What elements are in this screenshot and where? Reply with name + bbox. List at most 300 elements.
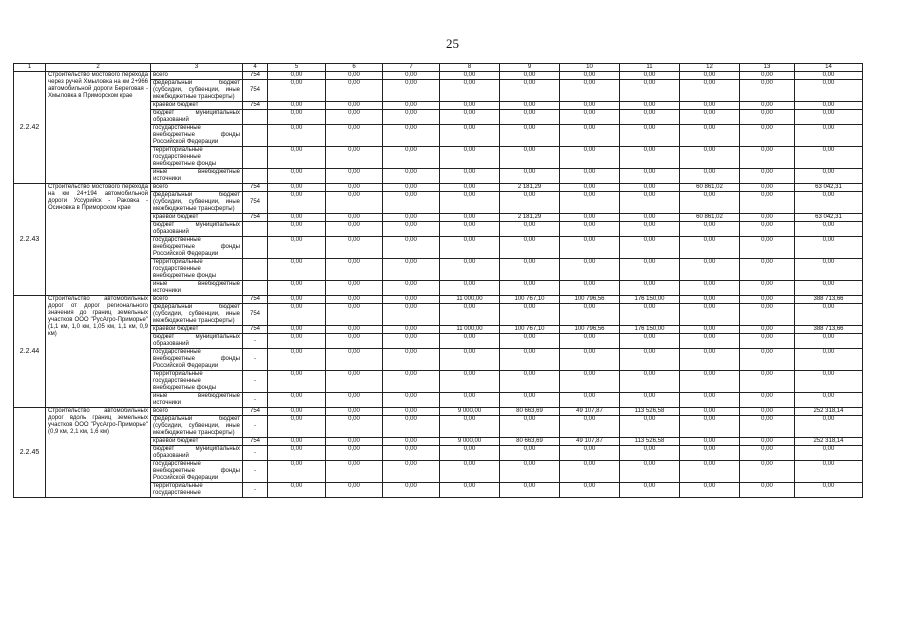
table-row: [14, 296, 863, 304]
amount-cell: 0,00: [740, 334, 795, 349]
amount-cell: 63 042,31: [795, 214, 863, 222]
amount-cell: 0,00: [268, 214, 326, 222]
amount-cell: 0,00: [560, 192, 620, 214]
amount-cell: 0,00: [795, 222, 863, 237]
amount-cell: 100 796,56: [560, 326, 620, 334]
funding-source: всего: [151, 72, 243, 80]
item-description: Строительство мостового перехода через ручей Хмыловка на км 2+966 автомобильной дороги Береговая - Хмыловка в Приморском крае: [46, 72, 151, 184]
amount-cell: 0,00: [740, 349, 795, 371]
amount-cell: 0,00: [383, 416, 440, 438]
amount-cell: 0,00: [680, 326, 740, 334]
page-number: 25: [446, 36, 459, 51]
amount-cell: 11 000,00: [440, 296, 500, 304]
amount-cell: 0,00: [560, 393, 620, 408]
amount-cell: 0,00: [560, 259, 620, 281]
amount-cell: 0,00: [326, 110, 383, 125]
amount-cell: 0,00: [795, 72, 863, 80]
budget-code: 754: [243, 326, 268, 334]
budget-code: -: [243, 334, 268, 349]
funding-source: территориальные государственные: [151, 483, 243, 498]
amount-cell: 0,00: [326, 408, 383, 416]
amount-cell: 0,00: [620, 393, 680, 408]
amount-cell: 0,00: [326, 259, 383, 281]
amount-cell: 176 150,00: [620, 296, 680, 304]
amount-cell: 0,00: [500, 147, 560, 169]
table-row: [14, 72, 863, 80]
amount-cell: 0,00: [680, 334, 740, 349]
amount-cell: 0,00: [326, 237, 383, 259]
amount-cell: 0,00: [500, 125, 560, 147]
amount-cell: 252 318,14: [795, 408, 863, 416]
amount-cell: 0,00: [500, 446, 560, 461]
amount-cell: 0,00: [268, 281, 326, 296]
amount-cell: 0,00: [268, 446, 326, 461]
amount-cell: 0,00: [440, 192, 500, 214]
amount-cell: 0,00: [795, 483, 863, 498]
item-code: 2.2.45: [14, 408, 46, 498]
amount-cell: 0,00: [326, 184, 383, 192]
amount-cell: 0,00: [383, 461, 440, 483]
funding-source: бюджет муниципальных образований: [151, 222, 243, 237]
amount-cell: 0,00: [440, 371, 500, 393]
amount-cell: 0,00: [440, 416, 500, 438]
amount-cell: 0,00: [500, 334, 560, 349]
budget-code: 754: [243, 72, 268, 80]
amount-cell: 0,00: [268, 72, 326, 80]
amount-cell: 0,00: [383, 446, 440, 461]
amount-cell: 0,00: [560, 102, 620, 110]
amount-cell: 0,00: [680, 222, 740, 237]
amount-cell: 0,00: [500, 110, 560, 125]
amount-cell: 0,00: [620, 281, 680, 296]
amount-cell: 0,00: [383, 110, 440, 125]
amount-cell: 0,00: [383, 326, 440, 334]
budget-code: [243, 110, 268, 125]
amount-cell: 0,00: [620, 72, 680, 80]
amount-cell: 0,00: [440, 483, 500, 498]
amount-cell: 0,00: [268, 102, 326, 110]
amount-cell: 0,00: [326, 304, 383, 326]
amount-cell: 0,00: [326, 169, 383, 184]
amount-cell: 0,00: [795, 393, 863, 408]
amount-cell: 0,00: [560, 416, 620, 438]
amount-cell: 0,00: [383, 184, 440, 192]
amount-cell: 0,00: [326, 438, 383, 446]
column-number-header: 12: [680, 64, 740, 72]
amount-cell: 0,00: [326, 393, 383, 408]
amount-cell: 388 713,66: [795, 326, 863, 334]
amount-cell: 0,00: [795, 125, 863, 147]
budget-code: -: [243, 446, 268, 461]
column-number-header: 4: [243, 64, 268, 72]
funding-source: всего: [151, 408, 243, 416]
column-number-header: 6: [326, 64, 383, 72]
amount-cell: 0,00: [740, 110, 795, 125]
amount-cell: 0,00: [740, 237, 795, 259]
amount-cell: 0,00: [620, 371, 680, 393]
amount-cell: 0,00: [680, 80, 740, 102]
amount-cell: 0,00: [560, 214, 620, 222]
budget-code: -: [243, 393, 268, 408]
column-number-header: 1: [14, 64, 46, 72]
amount-cell: 0,00: [326, 222, 383, 237]
amount-cell: 0,00: [560, 110, 620, 125]
amount-cell: 0,00: [440, 102, 500, 110]
amount-cell: 0,00: [326, 192, 383, 214]
amount-cell: 0,00: [740, 296, 795, 304]
budget-code: -: [243, 349, 268, 371]
amount-cell: 0,00: [268, 416, 326, 438]
amount-cell: 0,00: [680, 349, 740, 371]
amount-cell: 0,00: [680, 296, 740, 304]
amount-cell: 0,00: [326, 102, 383, 110]
funding-source: иные внебюджетные источники: [151, 281, 243, 296]
funding-source: территориальные государственные внебюджетные фонды: [151, 259, 243, 281]
amount-cell: 9 000,00: [440, 438, 500, 446]
table-row: [14, 184, 863, 192]
amount-cell: 0,00: [795, 259, 863, 281]
column-number-header: 9: [500, 64, 560, 72]
funding-source: федеральный бюджет (субсидии, субвенции, иные межбюджетные трансферты): [151, 80, 243, 102]
amount-cell: 0,00: [680, 461, 740, 483]
column-number-header: 5: [268, 64, 326, 72]
amount-cell: 0,00: [440, 349, 500, 371]
funding-source: государственные внебюджетные фонды Российской Федерации: [151, 461, 243, 483]
amount-cell: 0,00: [500, 416, 560, 438]
funding-source: государственные внебюджетные фонды Российской Федерации: [151, 237, 243, 259]
amount-cell: 0,00: [268, 334, 326, 349]
amount-cell: 0,00: [560, 147, 620, 169]
amount-cell: 0,00: [500, 80, 560, 102]
funding-source: государственные внебюджетные фонды Российской Федерации: [151, 349, 243, 371]
amount-cell: 0,00: [383, 147, 440, 169]
amount-cell: 0,00: [680, 416, 740, 438]
amount-cell: 0,00: [560, 304, 620, 326]
amount-cell: 0,00: [620, 80, 680, 102]
amount-cell: 0,00: [268, 184, 326, 192]
amount-cell: 0,00: [680, 125, 740, 147]
amount-cell: 0,00: [326, 371, 383, 393]
funding-source: бюджет муниципальных образований: [151, 110, 243, 125]
amount-cell: 0,00: [740, 326, 795, 334]
funding-source: бюджет муниципальных образований: [151, 446, 243, 461]
amount-cell: 0,00: [620, 125, 680, 147]
amount-cell: 0,00: [268, 483, 326, 498]
amount-cell: 0,00: [620, 192, 680, 214]
budget-code: 754: [243, 192, 268, 214]
amount-cell: 0,00: [740, 304, 795, 326]
funding-source: территориальные государственные внебюджетные фонды: [151, 147, 243, 169]
amount-cell: 0,00: [740, 169, 795, 184]
amount-cell: 0,00: [326, 483, 383, 498]
amount-cell: 0,00: [560, 281, 620, 296]
amount-cell: 0,00: [680, 483, 740, 498]
amount-cell: 0,00: [500, 222, 560, 237]
amount-cell: 0,00: [500, 483, 560, 498]
amount-cell: 2 181,29: [500, 184, 560, 192]
item-code: 2.2.43: [14, 184, 46, 296]
amount-cell: 0,00: [383, 222, 440, 237]
amount-cell: 0,00: [620, 237, 680, 259]
amount-cell: 0,00: [620, 222, 680, 237]
amount-cell: 0,00: [268, 371, 326, 393]
amount-cell: 0,00: [620, 214, 680, 222]
amount-cell: 0,00: [440, 125, 500, 147]
amount-cell: 0,00: [680, 281, 740, 296]
amount-cell: 0,00: [326, 446, 383, 461]
amount-cell: 49 107,87: [560, 408, 620, 416]
funding-source: федеральный бюджет (субсидии, субвенции, иные межбюджетные трансферты): [151, 416, 243, 438]
amount-cell: 0,00: [383, 296, 440, 304]
amount-cell: 0,00: [500, 72, 560, 80]
amount-cell: 0,00: [740, 222, 795, 237]
amount-cell: 0,00: [740, 214, 795, 222]
amount-cell: 0,00: [440, 446, 500, 461]
amount-cell: 0,00: [440, 72, 500, 80]
amount-cell: 0,00: [680, 259, 740, 281]
amount-cell: 0,00: [740, 281, 795, 296]
amount-cell: 0,00: [440, 80, 500, 102]
amount-cell: 252 318,14: [795, 438, 863, 446]
amount-cell: 0,00: [440, 334, 500, 349]
amount-cell: 0,00: [268, 125, 326, 147]
amount-cell: 0,00: [440, 461, 500, 483]
budget-code: 754: [243, 102, 268, 110]
amount-cell: 0,00: [795, 110, 863, 125]
funding-source: государственные внебюджетные фонды Российской Федерации: [151, 125, 243, 147]
column-number-header: 13: [740, 64, 795, 72]
amount-cell: 0,00: [620, 110, 680, 125]
column-number-header: 8: [440, 64, 500, 72]
amount-cell: 113 526,58: [620, 408, 680, 416]
amount-cell: 0,00: [383, 334, 440, 349]
amount-cell: 0,00: [680, 147, 740, 169]
funding-source: всего: [151, 184, 243, 192]
amount-cell: 0,00: [795, 349, 863, 371]
amount-cell: 0,00: [383, 192, 440, 214]
amount-cell: 80 663,69: [500, 438, 560, 446]
amount-cell: 0,00: [795, 80, 863, 102]
funding-source: иные внебюджетные источники: [151, 169, 243, 184]
amount-cell: 0,00: [620, 184, 680, 192]
funding-source: иные внебюджетные источники: [151, 393, 243, 408]
amount-cell: 0,00: [560, 80, 620, 102]
amount-cell: 0,00: [440, 169, 500, 184]
budget-code: 754: [243, 438, 268, 446]
amount-cell: 0,00: [620, 102, 680, 110]
funding-source: федеральный бюджет (субсидии, субвенции, иные межбюджетные трансферты): [151, 304, 243, 326]
amount-cell: 388 713,66: [795, 296, 863, 304]
amount-cell: 0,00: [500, 349, 560, 371]
amount-cell: 0,00: [440, 259, 500, 281]
amount-cell: 0,00: [440, 393, 500, 408]
amount-cell: 0,00: [268, 147, 326, 169]
funding-source: краевой бюджет: [151, 214, 243, 222]
amount-cell: 0,00: [795, 446, 863, 461]
funding-source: федеральный бюджет (субсидии, субвенции, иные межбюджетные трансферты): [151, 192, 243, 214]
amount-cell: 0,00: [560, 169, 620, 184]
budget-code: -: [243, 461, 268, 483]
amount-cell: 0,00: [795, 237, 863, 259]
amount-cell: 113 526,58: [620, 438, 680, 446]
amount-cell: 0,00: [740, 446, 795, 461]
amount-cell: 0,00: [560, 125, 620, 147]
amount-cell: 0,00: [383, 281, 440, 296]
item-description: Строительство автомобильных дорог вдоль границ земельных участков ООО "РусАгро-Приморье" (0,9 км, 2,1 км, 1,6 км): [46, 408, 151, 498]
column-number-header: 3: [151, 64, 243, 72]
amount-cell: 0,00: [440, 304, 500, 326]
amount-cell: 0,00: [560, 334, 620, 349]
amount-cell: 0,00: [268, 222, 326, 237]
amount-cell: 0,00: [440, 281, 500, 296]
budget-code: [243, 147, 268, 169]
budget-table-container: [13, 63, 862, 498]
amount-cell: 100 767,10: [500, 326, 560, 334]
amount-cell: 0,00: [268, 110, 326, 125]
item-code: 2.2.44: [14, 296, 46, 408]
amount-cell: 0,00: [680, 446, 740, 461]
amount-cell: 0,00: [326, 80, 383, 102]
column-number-header: 11: [620, 64, 680, 72]
amount-cell: 0,00: [795, 281, 863, 296]
amount-cell: 0,00: [620, 304, 680, 326]
amount-cell: 0,00: [795, 304, 863, 326]
amount-cell: 0,00: [680, 102, 740, 110]
funding-source: бюджет муниципальных образований: [151, 334, 243, 349]
amount-cell: 0,00: [268, 80, 326, 102]
amount-cell: 0,00: [268, 169, 326, 184]
budget-code: -: [243, 416, 268, 438]
amount-cell: 0,00: [795, 169, 863, 184]
amount-cell: 0,00: [795, 102, 863, 110]
amount-cell: 0,00: [620, 334, 680, 349]
amount-cell: 0,00: [740, 147, 795, 169]
amount-cell: 0,00: [268, 237, 326, 259]
amount-cell: 0,00: [326, 125, 383, 147]
column-number-header: 7: [383, 64, 440, 72]
amount-cell: 0,00: [740, 102, 795, 110]
item-code: 2.2.42: [14, 72, 46, 184]
column-number-header: 14: [795, 64, 863, 72]
amount-cell: 0,00: [740, 371, 795, 393]
amount-cell: 0,00: [383, 259, 440, 281]
amount-cell: 0,00: [383, 304, 440, 326]
amount-cell: 0,00: [500, 259, 560, 281]
amount-cell: 0,00: [326, 147, 383, 169]
budget-code: [243, 259, 268, 281]
amount-cell: 0,00: [440, 237, 500, 259]
funding-source: всего: [151, 296, 243, 304]
amount-cell: 0,00: [740, 125, 795, 147]
amount-cell: 0,00: [560, 461, 620, 483]
table-row: [14, 408, 863, 416]
amount-cell: 0,00: [383, 483, 440, 498]
amount-cell: 0,00: [620, 483, 680, 498]
amount-cell: 0,00: [620, 147, 680, 169]
amount-cell: 0,00: [500, 281, 560, 296]
amount-cell: 0,00: [500, 169, 560, 184]
amount-cell: 60 861,02: [680, 184, 740, 192]
budget-code: 754: [243, 184, 268, 192]
amount-cell: 0,00: [560, 349, 620, 371]
amount-cell: 0,00: [326, 214, 383, 222]
amount-cell: 0,00: [268, 349, 326, 371]
amount-cell: 0,00: [326, 349, 383, 371]
amount-cell: 0,00: [680, 304, 740, 326]
amount-cell: 0,00: [620, 259, 680, 281]
amount-cell: 0,00: [795, 371, 863, 393]
amount-cell: 0,00: [383, 349, 440, 371]
amount-cell: 0,00: [326, 326, 383, 334]
amount-cell: 11 000,00: [440, 326, 500, 334]
amount-cell: 0,00: [680, 192, 740, 214]
budget-code: [243, 222, 268, 237]
amount-cell: 0,00: [740, 438, 795, 446]
amount-cell: 0,00: [268, 192, 326, 214]
amount-cell: 63 042,31: [795, 184, 863, 192]
amount-cell: 0,00: [740, 192, 795, 214]
budget-code: 754: [243, 296, 268, 304]
amount-cell: 0,00: [500, 371, 560, 393]
column-number-header: 2: [46, 64, 151, 72]
funding-source: краевой бюджет: [151, 326, 243, 334]
amount-cell: 0,00: [268, 304, 326, 326]
amount-cell: 0,00: [620, 169, 680, 184]
amount-cell: 0,00: [560, 222, 620, 237]
amount-cell: 100 767,10: [500, 296, 560, 304]
amount-cell: 0,00: [740, 72, 795, 80]
amount-cell: 0,00: [326, 72, 383, 80]
amount-cell: 0,00: [268, 393, 326, 408]
amount-cell: 0,00: [740, 80, 795, 102]
amount-cell: 0,00: [560, 72, 620, 80]
amount-cell: 0,00: [740, 483, 795, 498]
amount-cell: 0,00: [740, 393, 795, 408]
amount-cell: 0,00: [268, 326, 326, 334]
amount-cell: 0,00: [383, 371, 440, 393]
amount-cell: 0,00: [326, 461, 383, 483]
amount-cell: 49 107,87: [560, 438, 620, 446]
amount-cell: 0,00: [500, 237, 560, 259]
amount-cell: 0,00: [383, 125, 440, 147]
amount-cell: 0,00: [500, 304, 560, 326]
amount-cell: 0,00: [680, 237, 740, 259]
amount-cell: 0,00: [680, 408, 740, 416]
amount-cell: 0,00: [383, 169, 440, 184]
amount-cell: 0,00: [383, 102, 440, 110]
amount-cell: 0,00: [383, 237, 440, 259]
amount-cell: 0,00: [383, 438, 440, 446]
amount-cell: 0,00: [268, 296, 326, 304]
budget-code: -: [243, 483, 268, 498]
amount-cell: 0,00: [680, 438, 740, 446]
budget-code: [243, 169, 268, 184]
amount-cell: 0,00: [268, 408, 326, 416]
amount-cell: 0,00: [500, 192, 560, 214]
amount-cell: 0,00: [500, 461, 560, 483]
amount-cell: 0,00: [440, 147, 500, 169]
amount-cell: 0,00: [740, 408, 795, 416]
funding-source: краевой бюджет: [151, 102, 243, 110]
item-description: Строительство автомобильных дорог от дорог регионального значения до границ земельных участков ООО "РусАгро-Приморье" (1,1 км, 1,0 км, 1,05 км, 1,1 км, 0,9 км): [46, 296, 151, 408]
amount-cell: 0,00: [620, 349, 680, 371]
amount-cell: 0,00: [500, 102, 560, 110]
amount-cell: 0,00: [326, 296, 383, 304]
amount-cell: 0,00: [795, 147, 863, 169]
amount-cell: 0,00: [795, 334, 863, 349]
amount-cell: 0,00: [795, 192, 863, 214]
amount-cell: 2 181,29: [500, 214, 560, 222]
